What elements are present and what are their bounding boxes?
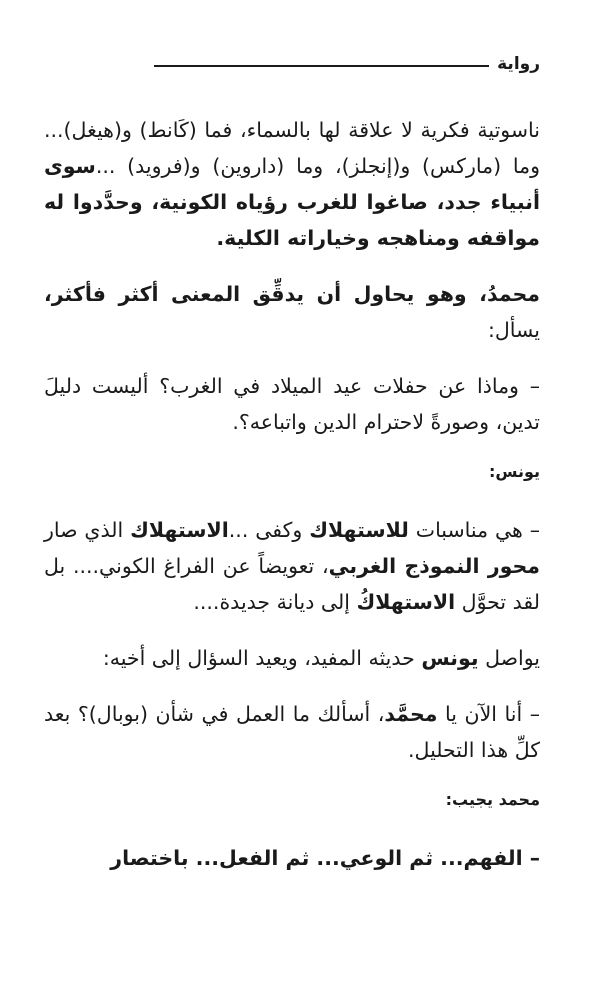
paragraph-7 <box>44 840 540 876</box>
paragraph-1-text: ناسوتية فكرية لا علاقة لها بالسماء، فما (كَانط) و(هيغل)... وما (ماركس) و(إنجلز)، وما (داروين) و(فرويد) ... <box>44 118 540 178</box>
running-header-title: رواية <box>497 54 540 74</box>
p5-a: يواصل <box>478 646 540 670</box>
paragraph-4 <box>44 512 540 620</box>
p4-a: – هي مناسبات <box>408 518 540 542</box>
paragraph-1-bold: سوى أنبياء جدد، صاغوا للغرب رؤياه الكونية، وحدَّدوا له مواقفه ومناهجه وخياراته الكلية. <box>44 154 540 250</box>
paragraph-6 <box>44 696 540 768</box>
p4-i: إلى ديانة جديدة.... <box>193 590 357 614</box>
paragraph-5 <box>44 640 540 676</box>
p4-g: ، تعويضاً عن الفراغ الكوني.... بل لقد تحوَّل <box>44 554 540 614</box>
speaker-label-younes: يونس: <box>488 462 540 481</box>
p4-c: وكفى ... <box>228 518 310 542</box>
speaker-label-mohamed: محمد يجيب: <box>445 790 540 809</box>
p4-f: محور النموذج الغربي <box>328 554 540 578</box>
p5-b: يونس <box>421 646 479 670</box>
paragraph-2-bold: محمدُ، وهو يحاول أن يدقِّق المعنى أكثر فأكثر، <box>44 282 540 306</box>
paragraph-1 <box>44 112 540 256</box>
p4-e: الذي صار <box>44 518 131 542</box>
p6-b: محمَّد <box>384 702 438 726</box>
paragraph-2 <box>44 276 540 348</box>
p4-b: للاستهلاك <box>309 518 409 542</box>
p6-a: – أنا الآن يا <box>437 702 541 726</box>
paragraph-3 <box>44 368 540 440</box>
paragraph-7-text: – الفهم... ثم الوعي... ثم الفعل... باختصار <box>110 846 540 870</box>
paragraph-3-text: – وماذا عن حفلات عيد الميلاد في الغرب؟ أليست دليلَ تدين، وصورةً لاحترام الدين واتباعه؟. <box>44 374 540 434</box>
p5-c: حديثه المفيد، ويعيد السؤال إلى أخيه: <box>102 646 422 670</box>
page-body <box>44 112 540 896</box>
p4-d: الاستهلاك <box>130 518 229 542</box>
header-rule <box>154 65 489 67</box>
p4-h: الاستهلاكُ <box>356 590 456 614</box>
p6-c: ، أسألك ما العمل في شأن (بوبال)؟ بعد كلِّ هذا التحليل. <box>44 702 540 762</box>
paragraph-2-text: يسأل: <box>487 318 540 342</box>
running-header <box>154 52 540 76</box>
